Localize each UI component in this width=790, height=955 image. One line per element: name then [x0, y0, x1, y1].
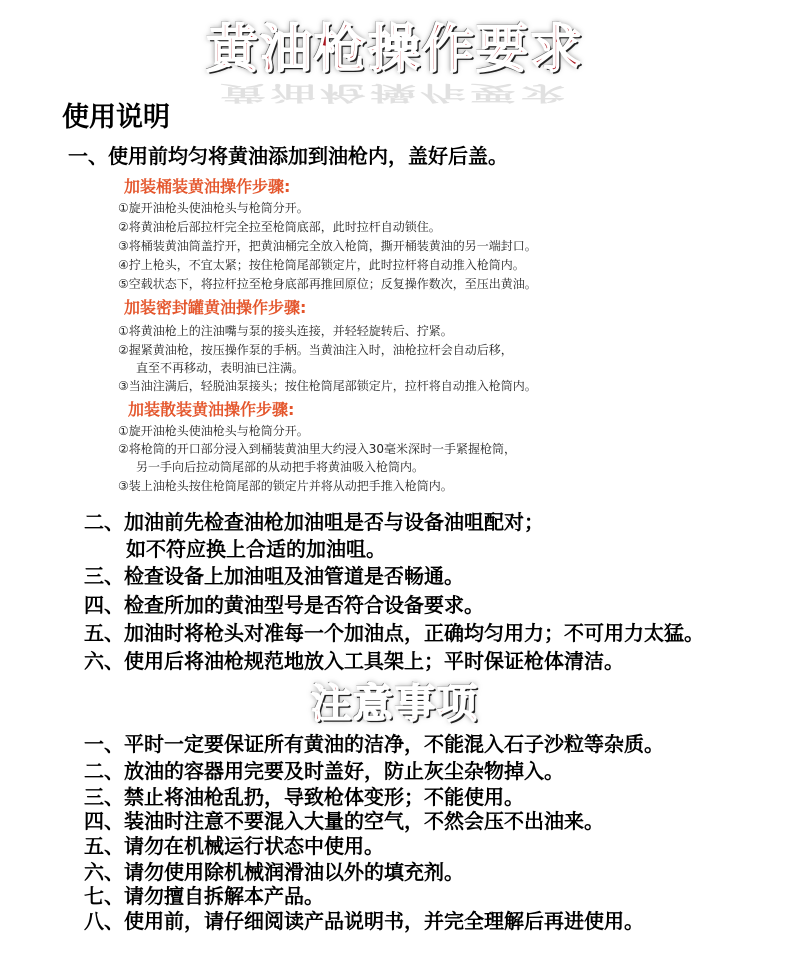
usage-item-2-cont: 如不符应换上合适的加油咀。 — [126, 537, 386, 561]
page-title-reflection: 黄油枪操作要求 — [220, 80, 570, 106]
bucket-step: ③将桶装黄油筒盖拧开，把黄油桶完全放入枪筒，撕开桶装黄油的另一端封口。 — [118, 239, 537, 253]
bucket-step: ⑤空载状态下，将拉杆拉至枪身底部再推回原位；反复操作数次，至压出黄油。 — [118, 277, 537, 291]
notice-item: 一、平时一定要保证所有黄油的洁净，不能混入石子沙粒等杂质。 — [84, 732, 664, 756]
notice-item: 六、请勿使用除机械润滑油以外的填充剂。 — [84, 860, 464, 884]
notice-title: 注意事项 — [311, 681, 479, 727]
notice-item: 二、放油的容器用完要及时盖好，防止灰尘杂物掉入。 — [84, 759, 564, 783]
bulk-step: 另一手向后拉动筒尾部的从动把手将黄油吸入枪筒内。 — [136, 460, 425, 474]
usage-item-2: 二、加油前先检查油枪加油咀是否与设备油咀配对； — [84, 510, 544, 534]
usage-item-4: 四、检查所加的黄油型号是否符合设备要求。 — [84, 593, 484, 617]
page-title: 黄油枪操作要求 — [205, 20, 584, 80]
sealed-step: ③当油注满后，轻脱油泵接头；按住枪筒尾部锁定片，拉杆将自动推入枪筒内。 — [118, 379, 537, 393]
notice-item: 五、请勿在机械运行状态中使用。 — [84, 834, 384, 858]
notice-item: 八、使用前，请仔细阅读产品说明书，并完全理解后再进使用。 — [84, 909, 644, 933]
bucket-steps-title: 加装桶装黄油操作步骤: — [124, 177, 291, 196]
bucket-step: ④拧上枪头，不宜太紧；按住枪筒尾部锁定片，此时拉杆将自动推入枪筒内。 — [118, 258, 525, 272]
usage-item-3: 三、检查设备上加油咀及油管道是否畅通。 — [84, 564, 464, 588]
usage-heading: 使用说明 — [62, 102, 170, 133]
usage-item-5: 五、加油时将枪头对准每一个加油点，正确均匀用力；不可用力太猛。 — [84, 621, 704, 645]
notice-item: 七、请勿擅自拆解本产品。 — [84, 884, 324, 908]
sealed-step: ②握紧黄油枪，按压操作泵的手柄。当黄油注入时，油枪拉杆会自动后移， — [118, 343, 513, 357]
sealed-steps-title: 加装密封罐黄油操作步骤: — [124, 298, 307, 317]
sealed-step: ①将黄油枪上的注油嘴与泵的接头连接，并轻轻旋转后、拧紧。 — [118, 324, 453, 338]
bucket-step: ①旋开油枪头使油枪头与枪筒分开。 — [118, 201, 309, 215]
bulk-step: ②将枪筒的开口部分浸入到桶装黄油里大约浸入30毫米深时一手紧握枪筒， — [118, 442, 517, 456]
usage-item-1: 一、使用前均匀将黄油添加到油枪内，盖好后盖。 — [68, 144, 508, 168]
usage-item-6: 六、使用后将油枪规范地放入工具架上；平时保证枪体清洁。 — [84, 649, 624, 673]
bulk-step: ③装上油枪头按住枪筒尾部的锁定片并将从动把手推入枪筒内。 — [118, 479, 453, 493]
notice-item: 三、禁止将油枪乱扔，导致枪体变形；不能使用。 — [84, 785, 524, 809]
bulk-steps-title: 加装散装黄油操作步骤: — [128, 400, 295, 419]
bucket-step: ②将黄油枪后部拉杆完全拉至枪筒底部，此时拉杆自动锁住。 — [118, 220, 441, 234]
sealed-step: 直至不再移动，表明油已注满。 — [136, 361, 305, 375]
bulk-step: ①旋开油枪头使油枪头与枪筒分开。 — [118, 424, 309, 438]
notice-item: 四、装油时注意不要混入大量的空气，不然会压不出油来。 — [84, 809, 604, 833]
